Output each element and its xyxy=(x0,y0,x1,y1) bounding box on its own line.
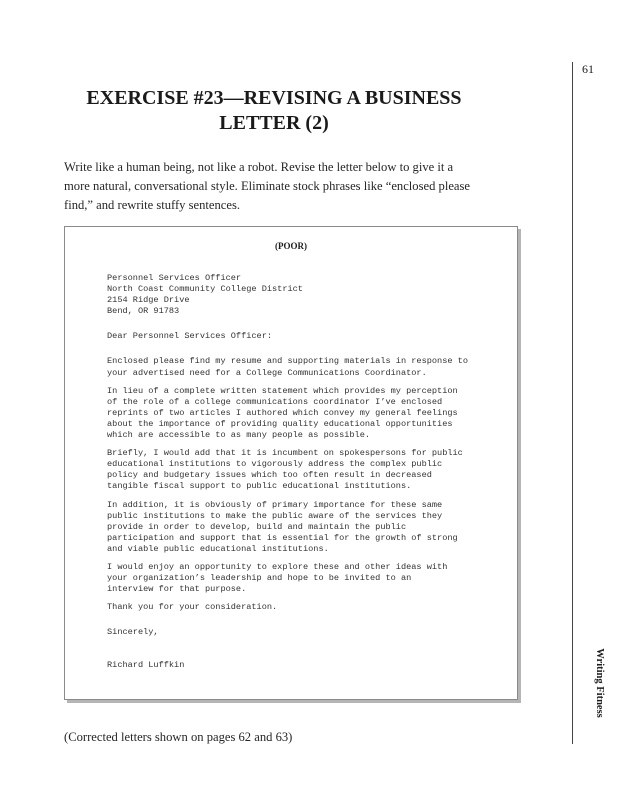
address-line: Personnel Services Officer xyxy=(107,273,242,283)
sample-letter-box xyxy=(64,226,518,700)
closing: Sincerely, xyxy=(107,627,159,638)
letter-rating-label: (POOR) xyxy=(275,241,307,251)
paragraph-line: Briefly, I would add that it is incumbent on spokespersons for public xyxy=(107,448,463,459)
paragraph-line: I would enjoy an opportunity to explore these and other ideas with xyxy=(107,561,448,572)
title-line: LETTER (2) xyxy=(219,112,329,134)
paragraph-line: interview for that purpose. xyxy=(107,584,247,595)
paragraph-line: your advertised need for a College Communications Coordinator. xyxy=(107,367,427,378)
salutation: Dear Personnel Services Officer: xyxy=(107,331,273,342)
thanks-line: Thank you for your consideration. xyxy=(107,602,278,613)
page-number: 61 xyxy=(582,62,594,76)
instructions xyxy=(64,158,514,215)
paragraph-line: Enclosed please find my resume and supporting materials in response to xyxy=(107,356,468,367)
letter-paragraph xyxy=(107,356,507,378)
instruction-line: more natural, conversational style. Eliminate stock phrases like “enclosed please xyxy=(64,179,471,193)
paragraph-line: about the importance of providing quality educational opportunities xyxy=(107,418,453,429)
running-section-label: Writing Fitness xyxy=(594,648,605,718)
address-line: North Coast Community College District xyxy=(107,284,303,295)
paragraph-line: and viable public educational institutions. xyxy=(107,543,329,554)
paragraph-line: tangible fiscal support to public educational institutions. xyxy=(107,481,412,492)
title-line: EXERCISE #23—REVISING A BUSINESS xyxy=(86,87,462,109)
paragraph-line: In lieu of a complete written statement which provides my perception xyxy=(107,385,458,396)
paragraph-line: educational institutions to vigorously address the complex public xyxy=(107,459,443,470)
exercise-title xyxy=(64,86,484,136)
paragraph-line: In addition, it is obviously of primary importance for these same xyxy=(107,499,443,510)
paragraph-line: reprints of two articles I authored which convey my general feelings xyxy=(107,407,458,418)
paragraph-line: your organization’s leadership and hope to be invited to an xyxy=(107,573,412,584)
recipient-address xyxy=(107,273,507,317)
paragraph-line: provide in order to develop, build and maintain the public xyxy=(107,521,407,532)
letter-paragraph xyxy=(107,500,507,555)
letter-paragraph xyxy=(107,562,507,595)
signature: Richard Luffkin xyxy=(107,660,185,671)
paragraph-line: participation and support that is essential for the growth of strong xyxy=(107,532,458,543)
paragraph-line: of the role of a college communications coordinator I’ve enclosed xyxy=(107,396,443,407)
footer-note: (Corrected letters shown on pages 62 and 63) xyxy=(64,730,293,744)
letter-paragraph xyxy=(107,448,507,492)
instruction-line: find,” and rewrite stuffy sentences. xyxy=(64,198,241,212)
letter-paragraph xyxy=(107,386,507,441)
instruction-line: Write like a human being, not like a robot. Revise the letter below to give it a xyxy=(64,160,454,174)
paragraph-line: public institutions to make the public aware of the services they xyxy=(107,510,443,521)
letter-body xyxy=(107,273,507,679)
address-line: Bend, OR 91783 xyxy=(107,306,180,317)
paragraph-line: which are accessible to as many people as possible. xyxy=(107,430,371,441)
address-line: 2154 Ridge Drive xyxy=(107,295,190,306)
margin-rule xyxy=(572,62,573,744)
paragraph-line: policy and budgetary issues which too often result in decreased xyxy=(107,470,432,481)
